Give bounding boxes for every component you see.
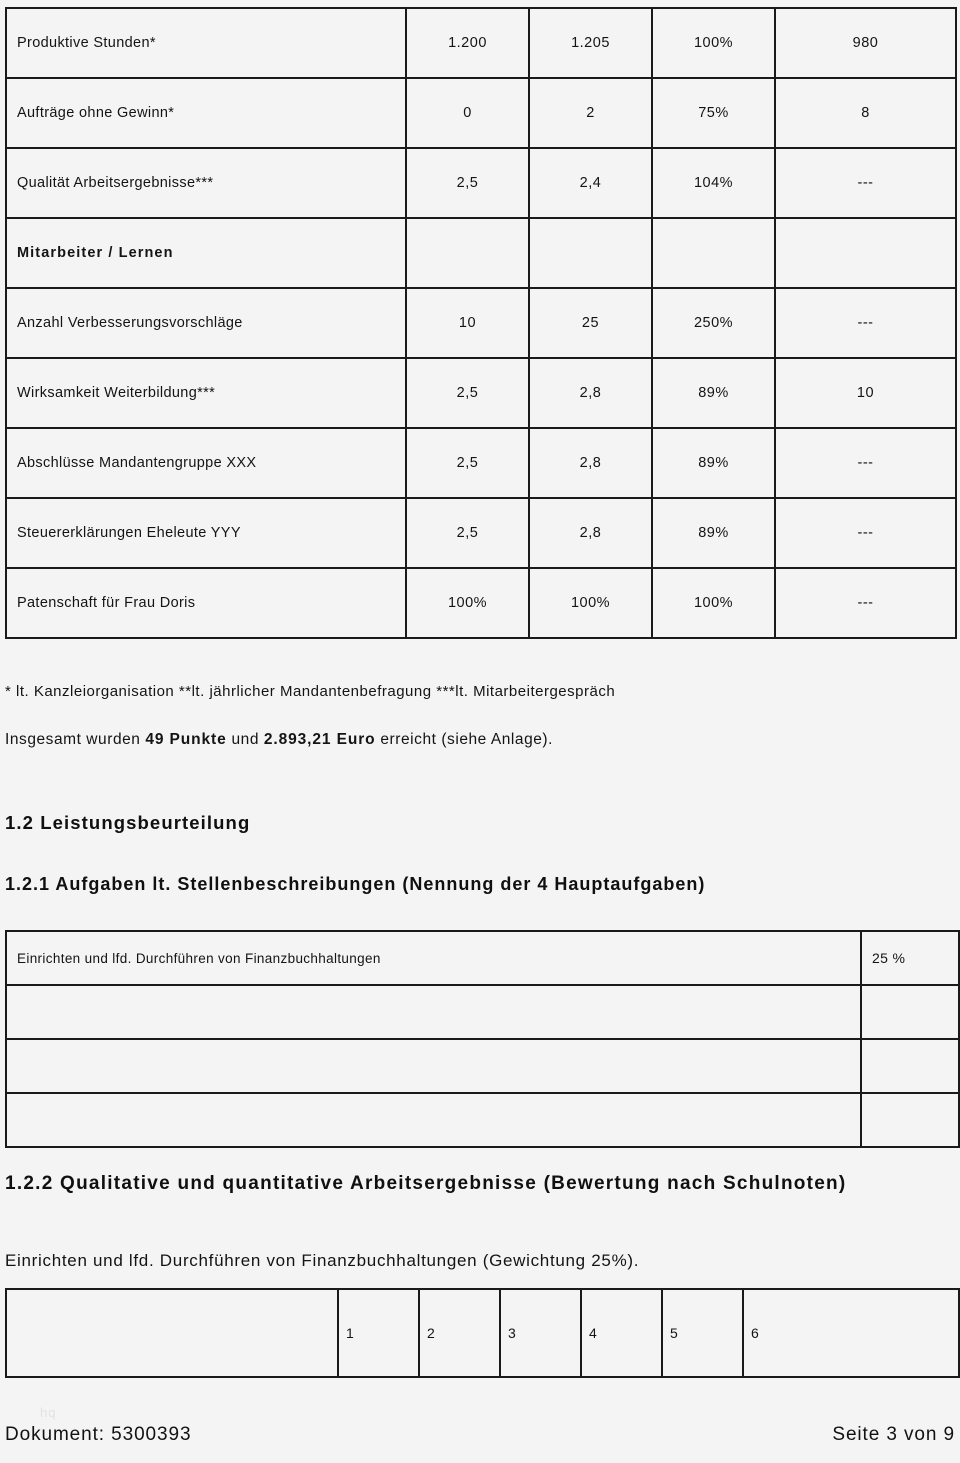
task-name (6, 1093, 861, 1147)
kpi-actual: 2,4 (529, 148, 652, 218)
kpi-percent: 250% (652, 288, 775, 358)
kpi-target: 1.200 (406, 8, 529, 78)
footer-document-id: Dokument: 5300393 (5, 1424, 192, 1445)
grade-option-4[interactable]: 4 (581, 1289, 662, 1377)
kpi-actual: 2,8 (529, 498, 652, 568)
table-row (6, 1093, 959, 1147)
kpi-extra: --- (775, 288, 956, 358)
kpi-percent: 89% (652, 498, 775, 568)
kpi-extra: 10 (775, 358, 956, 428)
kpi-label: Steuererklärungen Eheleute YYY (6, 498, 406, 568)
kpi-extra: 980 (775, 8, 956, 78)
kpi-actual: 2 (529, 78, 652, 148)
table-row (6, 1289, 959, 1377)
table-row (6, 985, 959, 1039)
table-row (6, 568, 956, 638)
kpi-actual: 25 (529, 288, 652, 358)
table-row (6, 428, 956, 498)
kpi-label: Anzahl Verbesserungsvorschläge (6, 288, 406, 358)
grade-option-6[interactable]: 6 (743, 1289, 959, 1377)
kpi-extra: --- (775, 428, 956, 498)
page-footer (5, 1424, 955, 1446)
kpi-target: 100% (406, 568, 529, 638)
table-row (6, 1039, 959, 1093)
kpi-target: 2,5 (406, 148, 529, 218)
task-weight (861, 985, 959, 1039)
table-row (6, 78, 956, 148)
kpi-extra: --- (775, 148, 956, 218)
task-name: Einrichten und lfd. Durchführen von Finanzbuchhaltungen (6, 931, 861, 985)
grades-table (5, 1288, 960, 1378)
grade-option-1[interactable]: 1 (338, 1289, 419, 1377)
task-weight (861, 1039, 959, 1093)
table-row (6, 498, 956, 568)
kpi-actual (529, 218, 652, 288)
kpi-label: Qualität Arbeitsergebnisse*** (6, 148, 406, 218)
kpi-actual: 100% (529, 568, 652, 638)
kpi-percent: 89% (652, 428, 775, 498)
kpi-percent: 104% (652, 148, 775, 218)
kpi-label: Abschlüsse Mandantengruppe XXX (6, 428, 406, 498)
kpi-extra: 8 (775, 78, 956, 148)
task-sentence: Einrichten und lfd. Durchführen von Finanzbuchhaltungen (Gewichtung 25%). (5, 1251, 640, 1270)
table-row (6, 8, 956, 78)
summary-suffix: erreicht (siehe Anlage). (375, 731, 553, 748)
kpi-label: Produktive Stunden* (6, 8, 406, 78)
grade-option-3[interactable]: 3 (500, 1289, 581, 1377)
kpi-label: Wirksamkeit Weiterbildung*** (6, 358, 406, 428)
table-row (6, 148, 956, 218)
summary-points: 49 Punkte (145, 731, 227, 748)
kpi-percent: 89% (652, 358, 775, 428)
kpi-target: 2,5 (406, 428, 529, 498)
kpi-extra (775, 218, 956, 288)
kpi-target: 0 (406, 78, 529, 148)
task-weight (861, 1093, 959, 1147)
summary-amount: 2.893,21 Euro (263, 731, 376, 748)
summary-middle: und (226, 731, 264, 748)
kpi-label: Aufträge ohne Gewinn* (6, 78, 406, 148)
grade-option-5[interactable]: 5 (662, 1289, 743, 1377)
kpi-actual: 1.205 (529, 8, 652, 78)
heading-1-2-2: 1.2.2 Qualitative und quantitative Arbeitsergebnisse (Bewertung nach Schulnoten) (5, 1173, 847, 1194)
table-row (6, 358, 956, 428)
kpi-extra: --- (775, 498, 956, 568)
kpi-actual: 2,8 (529, 358, 652, 428)
summary-prefix: Insgesamt wurden (5, 731, 146, 748)
kpi-label: Patenschaft für Frau Doris (6, 568, 406, 638)
heading-1-2: 1.2 Leistungsbeurteilung (5, 812, 251, 833)
kpi-target (406, 218, 529, 288)
table-row (6, 288, 956, 358)
tasks-table (5, 930, 960, 1148)
grade-option-2[interactable]: 2 (419, 1289, 500, 1377)
kpi-target: 10 (406, 288, 529, 358)
grade-row-label (6, 1289, 338, 1377)
table-row (6, 931, 959, 985)
kpi-percent: 75% (652, 78, 775, 148)
task-name (6, 985, 861, 1039)
footnote-legend: * lt. Kanzleiorganisation **lt. jährlicher Mandantenbefragung ***lt. Mitarbeitergespräch (5, 683, 616, 700)
table-section-row (6, 218, 956, 288)
kpi-actual: 2,8 (529, 428, 652, 498)
kpi-target: 2,5 (406, 498, 529, 568)
kpi-target: 2,5 (406, 358, 529, 428)
kpi-percent: 100% (652, 8, 775, 78)
task-weight: 25 % (861, 931, 959, 985)
summary-sentence (5, 731, 553, 749)
kpi-extra: --- (775, 568, 956, 638)
footer-page-number: Seite 3 von 9 (832, 1424, 955, 1445)
heading-1-2-1: 1.2.1 Aufgaben lt. Stellenbeschreibungen (Nennung der 4 Hauptaufgaben) (5, 874, 706, 894)
watermark-text: hq (40, 1405, 57, 1420)
task-name (6, 1039, 861, 1093)
kpi-percent (652, 218, 775, 288)
kpi-table (5, 7, 957, 639)
kpi-percent: 100% (652, 568, 775, 638)
kpi-section-label: Mitarbeiter / Lernen (6, 218, 406, 288)
